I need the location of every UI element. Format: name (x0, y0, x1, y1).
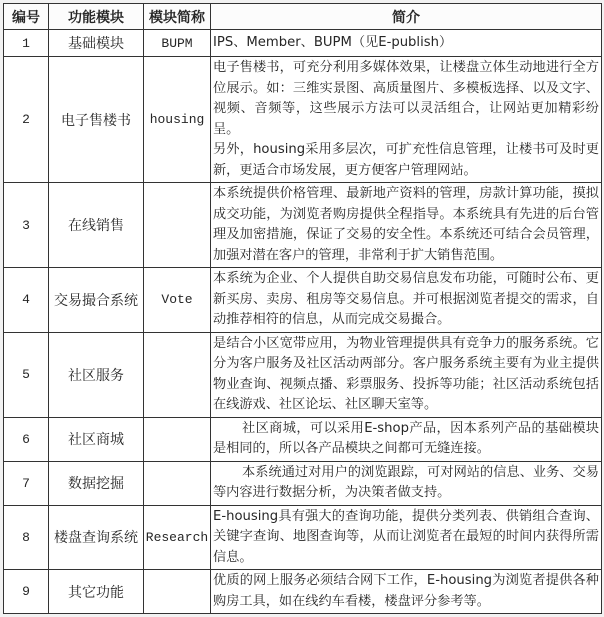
module-abbr-cell: Research (144, 505, 211, 570)
row-number-cell: 5 (4, 332, 49, 417)
module-name-cell: 楼盘查询系统 (49, 505, 144, 570)
module-desc-paragraph: 是结合小区宽带应用，为物业管理提供具有竞争力的服务系统。它分为客户服务及社区活动两部分。客户服务系统主要有为业主提供物业查询、视频点播、彩票服务、投拆等功能；社区活动系统包括在线游戏、社区论坛、社区聊天室等。 (213, 335, 599, 412)
module-abbr-cell: BUPM (144, 30, 211, 57)
row-number-cell: 6 (4, 417, 49, 461)
module-desc-paragraph: 另外，housing采用多层次，可扩充性信息管理，让楼书可及时更新，更适合市场发展，更方便客户管理网站。 (213, 142, 599, 178)
module-desc-cell (211, 505, 602, 570)
module-desc-paragraph: IPS、Member、BUPM（见E-publish） (213, 34, 453, 50)
module-desc-paragraph: 优质的网上服务必须结合网下工作，E-housing为浏览者提供各种购房工具，如在线约车看楼，楼盘评分参考等。 (213, 573, 599, 609)
row-number-cell: 4 (4, 268, 49, 333)
module-name-cell: 交易撮合系统 (49, 268, 144, 333)
header-id: 编号 (4, 4, 49, 30)
module-abbr-cell (144, 332, 211, 417)
table-row (4, 417, 602, 461)
table-row (4, 183, 602, 268)
module-desc-cell (211, 183, 602, 268)
module-abbr-cell (144, 570, 211, 614)
table-row (4, 30, 602, 57)
function-modules-table (3, 3, 602, 614)
module-desc-cell (211, 461, 602, 505)
module-name-cell: 在线销售 (49, 183, 144, 268)
row-number-cell: 3 (4, 183, 49, 268)
module-abbr-cell (144, 417, 211, 461)
header-row (4, 4, 602, 30)
module-abbr-cell (144, 183, 211, 268)
module-name-cell: 社区商城 (49, 417, 144, 461)
row-number-cell: 8 (4, 505, 49, 570)
module-name-cell: 其它功能 (49, 570, 144, 614)
header-desc: 简介 (211, 4, 602, 30)
header-module: 功能模块 (49, 4, 144, 30)
row-number-cell: 7 (4, 461, 49, 505)
module-desc-cell (211, 268, 602, 333)
header-abbr: 模块简称 (144, 4, 211, 30)
module-name-cell: 社区服务 (49, 332, 144, 417)
module-desc-cell (211, 417, 602, 461)
module-desc-paragraph: 社区商城，可以采用E-shop产品，因本系列产品的基础模块是相同的，所以各产品模块之间都可无缝连接。 (213, 420, 599, 456)
table-row (4, 332, 602, 417)
module-desc-paragraph: 本系统提供价格管理、最新地产资料的管理，房款计算功能，摸拟成交功能，为浏览者购房提供全程指导。本系统具有先进的后台管理及加密措施，保证了交易的安全性。本系统还可结合会员管理，加强对潜在客户的管理，非常利于扩大销售范围。 (213, 186, 599, 263)
module-desc-paragraph: 电子售楼书，可充分利用多媒体效果，让楼盘立体生动地进行全方位展示。如：三维实景图、高质量图片、多模板选择、以及文字、视频、音频等，这些展示方法可以灵活组合，让网站更加精彩纷呈。 (213, 60, 599, 137)
module-desc-cell (211, 57, 602, 183)
module-desc-paragraph: 本系统为企业、个人提供自助交易信息发布功能，可随时公布、更新买房、卖房、租房等交易信息。并可根据浏览者提交的需求，自动推荐相符的信息，从而完成交易撮合。 (213, 271, 599, 327)
row-number-cell: 9 (4, 570, 49, 614)
table-row (4, 570, 602, 614)
row-number-cell: 1 (4, 30, 49, 57)
row-number-cell: 2 (4, 57, 49, 183)
module-name-cell: 基础模块 (49, 30, 144, 57)
module-name-cell: 数据挖掘 (49, 461, 144, 505)
module-desc-cell (211, 332, 602, 417)
module-desc-paragraph: 本系统通过对用户的浏览跟踪，可对网站的信息、业务、交易等内容进行数据分析，为决策者做支持。 (213, 464, 599, 500)
table-row (4, 57, 602, 183)
module-abbr-cell: housing (144, 57, 211, 183)
module-abbr-cell: Vote (144, 268, 211, 333)
table-row (4, 461, 602, 505)
module-desc-cell (211, 570, 602, 614)
module-desc-cell (211, 30, 602, 57)
module-desc-paragraph: E-housing具有强大的查询功能，提供分类列表、供销组合查询、关键字查询、地图查询等，从而让浏览者在最短的时间内获得所需信息。 (213, 508, 599, 565)
table-row (4, 505, 602, 570)
module-abbr-cell (144, 461, 211, 505)
module-name-cell: 电子售楼书 (49, 57, 144, 183)
table-row (4, 268, 602, 333)
